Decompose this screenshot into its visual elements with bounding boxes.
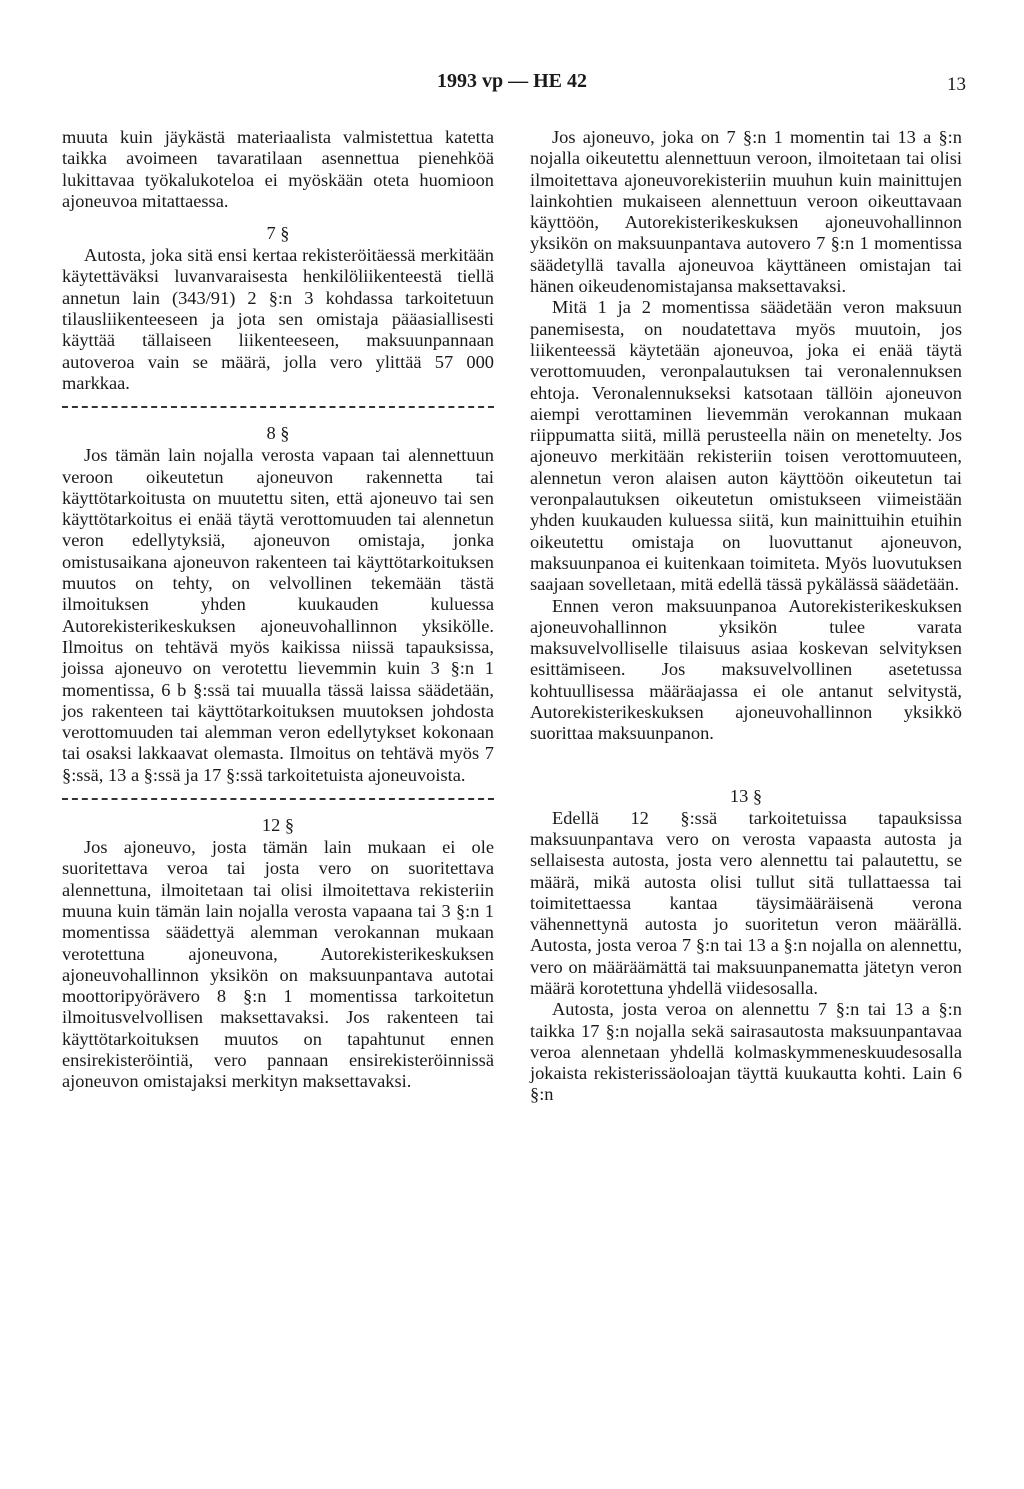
section-7-text: Autosta, joka sitä ensi kertaa rekisteröitäessä merkitään käytettäväksi luvanvaraisesta henkilöliikenteestä tiellä annetun lain (343/91) 2 §:n 3 kohdassa tarkoitetuun tilausliikenteeseen ja jota sen omistaja pääasiallisesti käyttää tällaiseen liikenteeseen, maksuunpannaan autoveroa vain se määrä, jolla vero ylittää 57 000 markkaa.: [62, 245, 494, 393]
right-paragraph-3: Ennen veron maksuunpanoa Autorekisterikeskuksen ajoneuvohallinnon yksikön tulee varata maksuvelvolliselle tilaisuus asiaa koskevan selvityksen esittämiseen. Jos maksuvelvollinen asetetussa kohtuullisessa määräajassa ei ole antanut selvitystä, Autorekisterikeskuksen ajoneuvohallinnon yksikkö suorittaa maksuunpanon.: [530, 595, 962, 744]
page-header: [0, 70, 1024, 100]
page-number: 13: [947, 74, 966, 95]
section-8-heading: 8 §: [266, 423, 290, 444]
section-12-heading: 12 §: [261, 815, 295, 836]
omission-divider: [62, 406, 494, 408]
section-13-paragraph-1: Edellä 12 §:ssä tarkoitetuissa tapauksissa maksuunpantava vero on verosta vapaasta autosta ja sellaisesta autosta, josta vero alennettu tai palautettu, se määrä, mikä autosta olisi tullut sitä tullattaessa tai toimitettaessa kantaa täysimääräisenä verona vähennettynä autosta jo suoritetun veron määrällä. Autosta, josta veroa 7 §:n tai 13 a §:n nojalla on alennettu, vero on määräämättä tai maksuunpanematta jätetyn veron määrä korotettuna yhdellä viidesosalla.: [530, 807, 962, 998]
right-paragraph-1: Jos ajoneuvo, joka on 7 §:n 1 momentin tai 13 a §:n nojalla oikeutettu alennettuun veroon, ilmoitetaan tai olisi ilmoitettava ajoneuvorekisteriin muuhun kuin mainittujen lainkohtien mukaiseen alennettuun veroon oikeuttavaan käyttöön, Autorekisterikeskuksen ajoneuvohallinnon yksikön on maksuunpantava autovero 7 §:n 1 momentissa säädetyllä tavalla ajoneuvoa käyttäneen omistajan tai hänen oikeudenomistajansa maksettavaksi.: [530, 127, 962, 297]
intro-paragraph: muuta kuin jäykästä materiaalista valmistettua katetta taikka avoimeen tavaratilaan asennettua pienehköä lukittavaa työkalukoteloa ei myöskään oteta huomioon ajoneuvoa mitattaessa.: [62, 127, 494, 211]
right-column: [530, 127, 962, 1106]
running-head: 1993 vp — HE 42: [436, 70, 588, 92]
section-13-paragraph-2: Autosta, josta veroa on alennettu 7 §:n tai 13 a §:n taikka 17 §:n nojalla sekä sairasautosta maksuunpantavaa veroa alennetaan yhdellä kolmaskymmeneskuudesosalla jokaista rekisterissäoloajan täyttä kuukautta kohti. Lain 6 §:n: [530, 999, 962, 1105]
section-13-heading: 13 §: [729, 785, 763, 806]
right-paragraph-2: Mitä 1 ja 2 momentissa säädetään veron maksuun panemisesta, on noudatettava myös muutoin, jos liikenteessä käytetään ajoneuvoa, joka ei enää täytä verottomuuden, veronpalautuksen tai veronalennuksen ehtoja. Veronalennukseksi katsotaan tällöin ajoneuvon aiempi verottaminen lievemmän verokannan mukaan riippumatta siitä, millä perusteella näin on menetelty. Jos ajoneuvo merkitään rekisteriin toisen verottomuuteen, alennetun veron alaisen auton käyttöön oikeutetun tai veronpalautuksen oikeutetun omistukseen viimeistään yhden kuukauden kuluessa siitä, kun mainittuihin etuihin oikeutettu omistaja on luovuttanut ajoneuvon, maksuunpanoa ei kuitenkaan toimiteta. Myös luovutuksen saajaan sovelletaan, mitä edellä tässä pykälässä säädetään.: [530, 297, 962, 595]
section-7-heading: 7 §: [266, 223, 290, 244]
left-column: [62, 127, 494, 1093]
section-12-text: Jos ajoneuvo, josta tämän lain mukaan ei ole suoritettava veroa tai josta vero on suoritettava alennettuna, ilmoitetaan tai olisi ilmoitettava rekisteriin muuna kuin tämän lain nojalla verosta vapaana tai 3 §:n 1 momentissa säädettyä alemman verokannan mukaan verotettuna ajoneuvona, Autorekisterikeskuksen ajoneuvohallinnon yksikön on maksuunpantava autotai moottoripyörävero 8 §:n 1 momentissa tarkoitetun ilmoitusvelvollisen maksettavaksi. Jos rakenteen tai käyttötarkoituksen muutos on tapahtunut ennen ensirekisteröintiä, vero pannaan ensirekisteröinnissä ajoneuvon omistajaksi merkityn maksettavaksi.: [62, 837, 494, 1092]
omission-divider: [62, 798, 494, 800]
section-8-text: Jos tämän lain nojalla verosta vapaan tai alennettuun veroon oikeutetun ajoneuvon rakennetta tai käyttötarkoitusta on muutettu siten, että ajoneuvo tai sen käyttötarkoitus ei enää täytä verottomuuden tai alennetun veron edellytyksiä, ajoneuvon omistaja, jonka omistusaikana ajoneuvon rakenteen tai käyttötarkoituksen muutos on tehty, on velvollinen tekemään tästä ilmoituksen yhden kuukauden kuluessa Autorekisterikeskuksen ajoneuvohallinnon yksikölle. Ilmoitus on tehtävä myös kaikissa niissä tapauksissa, joissa ajoneuvo on verotettu lievemmin kuin 3 §:n 1 momentissa, 6 b §:ssä tai muualla tässä laissa säädetään, jos rakenteen tai käyttötarkoituksen muutoksen johdosta verottomuuden tai alemman veron edellytykset kokonaan tai osaksi lakkaavat olemasta. Ilmoitus on tehtävä myös 7 §:ssä, 13 a §:ssä ja 17 §:ssä tarkoitetuista ajoneuvoista.: [62, 445, 494, 785]
